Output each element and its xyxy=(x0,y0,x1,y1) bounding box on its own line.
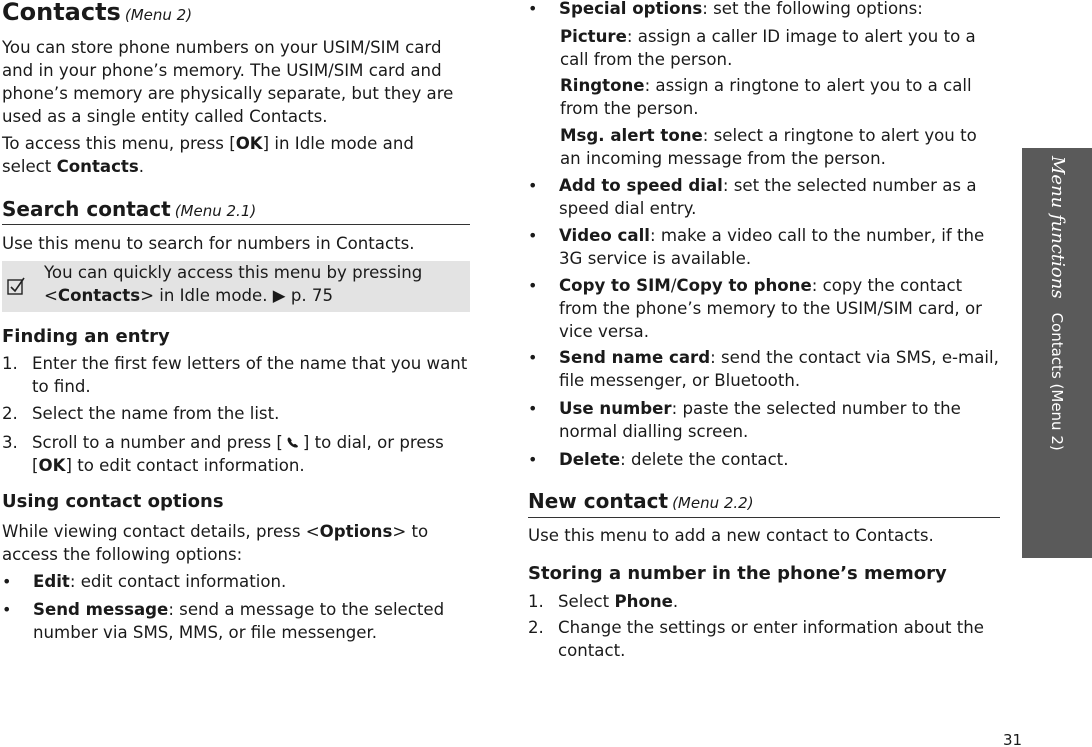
access-text-2: ] in Idle mode and select xyxy=(2,134,414,176)
sub-option-desc: : assign a ringtone to alert you to a call from the person. xyxy=(560,76,972,118)
option-term: Video call xyxy=(559,226,650,245)
bullet-marker: • xyxy=(528,0,538,18)
step-3-text-3: ] to edit contact information. xyxy=(65,456,305,475)
bullet-marker: • xyxy=(528,348,538,367)
option-desc: : copy the contact from the phone’s memory to the USIM/SIM card, or vice versa. xyxy=(559,276,982,341)
options-intro xyxy=(2,520,466,566)
new-contact-heading-text: New contact xyxy=(528,489,669,513)
step-number: 2. xyxy=(528,618,544,637)
page-title xyxy=(2,0,192,29)
access-text-end: . xyxy=(138,157,145,176)
bullet-marker: • xyxy=(528,450,538,469)
step-number: 1. xyxy=(2,354,18,373)
option-term: Use number xyxy=(559,399,672,418)
option-desc: : delete the contact. xyxy=(620,450,789,469)
bullet-marker: • xyxy=(528,176,538,195)
step-text: Select the name from the list. xyxy=(32,404,280,423)
list-item xyxy=(559,274,999,343)
option-desc: : send the contact via SMS, e-mail, file messenger, or Bluetooth. xyxy=(559,348,999,390)
ok-key: OK xyxy=(235,134,263,153)
side-tab-text xyxy=(1047,156,1068,556)
option-term: Delete xyxy=(559,450,621,469)
note-contacts-key: Contacts xyxy=(57,286,141,305)
page-number: 31 xyxy=(1003,731,1023,747)
finding-entry-heading: Finding an entry xyxy=(2,326,170,347)
option-term: Edit xyxy=(33,572,70,591)
side-tab-subtitle: Contacts (Menu 2) xyxy=(1048,312,1066,451)
bullet-marker: • xyxy=(2,600,12,619)
section-divider xyxy=(528,517,1000,518)
storing-number-heading: Storing a number in the phone’s memory xyxy=(528,563,947,584)
sub-option-term: Msg. alert tone xyxy=(560,126,703,145)
step-text: Enter the first few letters of the name that you want to find. xyxy=(32,354,468,396)
option-desc: : send a message to the selected number via SMS, MMS, or file messenger. xyxy=(33,600,445,642)
access-paragraph xyxy=(2,132,462,178)
ok-key: OK xyxy=(38,456,66,475)
note-text-2: > in Idle mode. ▶ p. 75 xyxy=(140,286,334,305)
step-3-text-2: ] to dial, or press [ xyxy=(32,433,444,475)
note-check-icon xyxy=(7,277,25,295)
option-desc: : set the following options: xyxy=(702,0,923,18)
list-item xyxy=(559,397,999,443)
option-term: Copy to SIM xyxy=(559,276,671,295)
side-tab xyxy=(1022,148,1092,558)
note-box xyxy=(2,261,470,312)
search-contact-heading-text: Search contact xyxy=(2,197,171,221)
option-term: Special options xyxy=(559,0,703,18)
list-item xyxy=(559,174,999,220)
side-tab-title: Menu functions xyxy=(1047,156,1068,299)
note-text xyxy=(44,261,464,307)
search-contact-heading xyxy=(2,196,256,224)
bullet-marker: • xyxy=(528,226,538,245)
sub-option xyxy=(560,25,1000,71)
step-text-post: . xyxy=(672,592,679,611)
section-divider xyxy=(2,224,470,225)
option-term: Add to speed dial xyxy=(559,176,723,195)
step-number: 2. xyxy=(2,404,18,423)
bullet-marker: • xyxy=(528,399,538,418)
option-desc: : edit contact information. xyxy=(69,572,287,591)
list-item xyxy=(559,448,999,471)
access-text-1: To access this menu, press [ xyxy=(2,134,236,153)
option-desc: : paste the selected number to the normal dialling screen. xyxy=(559,399,961,441)
sub-option-desc: : assign a caller ID image to alert you to a call from the person. xyxy=(560,27,976,69)
list-item xyxy=(559,0,999,20)
search-contact-menu-ref: (Menu 2.1) xyxy=(174,202,257,220)
sub-option xyxy=(560,124,1000,170)
options-intro-text-1: While viewing contact details, press < xyxy=(2,522,320,541)
bullet-marker: • xyxy=(528,276,538,295)
phone-option: Phone xyxy=(614,592,673,611)
sub-option xyxy=(560,74,1000,120)
option-term: Send message xyxy=(33,600,169,619)
option-term: Copy to phone xyxy=(676,276,812,295)
new-contact-heading xyxy=(528,488,754,516)
step-text xyxy=(32,431,468,477)
bullet-marker: • xyxy=(2,572,12,591)
list-item xyxy=(559,224,999,270)
new-contact-menu-ref: (Menu 2.2) xyxy=(672,494,754,512)
search-description: Use this menu to search for numbers in Contacts. xyxy=(2,234,415,253)
dial-key-icon xyxy=(286,435,300,449)
list-item xyxy=(33,570,473,593)
step-text-pre: Select xyxy=(558,592,615,611)
step-text xyxy=(558,590,994,613)
options-key: Options xyxy=(319,522,393,541)
page-title-text: Contacts xyxy=(2,0,121,26)
page-title-menu-ref: (Menu 2) xyxy=(124,6,193,24)
sub-option-desc: : select a ringtone to alert you to an incoming message from the person. xyxy=(560,126,977,168)
option-separator: / xyxy=(670,276,677,295)
list-item xyxy=(559,346,999,392)
new-contact-description: Use this menu to add a new contact to Contacts. xyxy=(528,526,934,545)
option-desc: : make a video call to the number, if the 3G service is available. xyxy=(559,226,985,268)
intro-paragraph: You can store phone numbers on your USIM/SIM card and in your phone’s memory. The USIM/SIM card and phone’s memory are physically separate, but they are used as a single entity called Contacts. xyxy=(2,38,454,126)
option-term: Send name card xyxy=(559,348,711,367)
sub-option-term: Ringtone xyxy=(560,76,645,95)
step-3-text-1: Scroll to a number and press [ xyxy=(32,433,283,452)
step-number: 3. xyxy=(2,433,18,452)
contacts-target: Contacts xyxy=(56,157,139,176)
options-intro-text-2: > to access the following options: xyxy=(2,522,429,564)
list-item xyxy=(33,598,473,644)
contact-options-heading: Using contact options xyxy=(2,491,224,512)
sub-option-term: Picture xyxy=(560,27,627,46)
step-number: 1. xyxy=(528,592,544,611)
note-text-1: You can quickly access this menu by pressing < xyxy=(44,263,423,305)
option-desc: : set the selected number as a speed dial entry. xyxy=(559,176,977,218)
step-text: Change the settings or enter information about the contact. xyxy=(558,618,984,660)
